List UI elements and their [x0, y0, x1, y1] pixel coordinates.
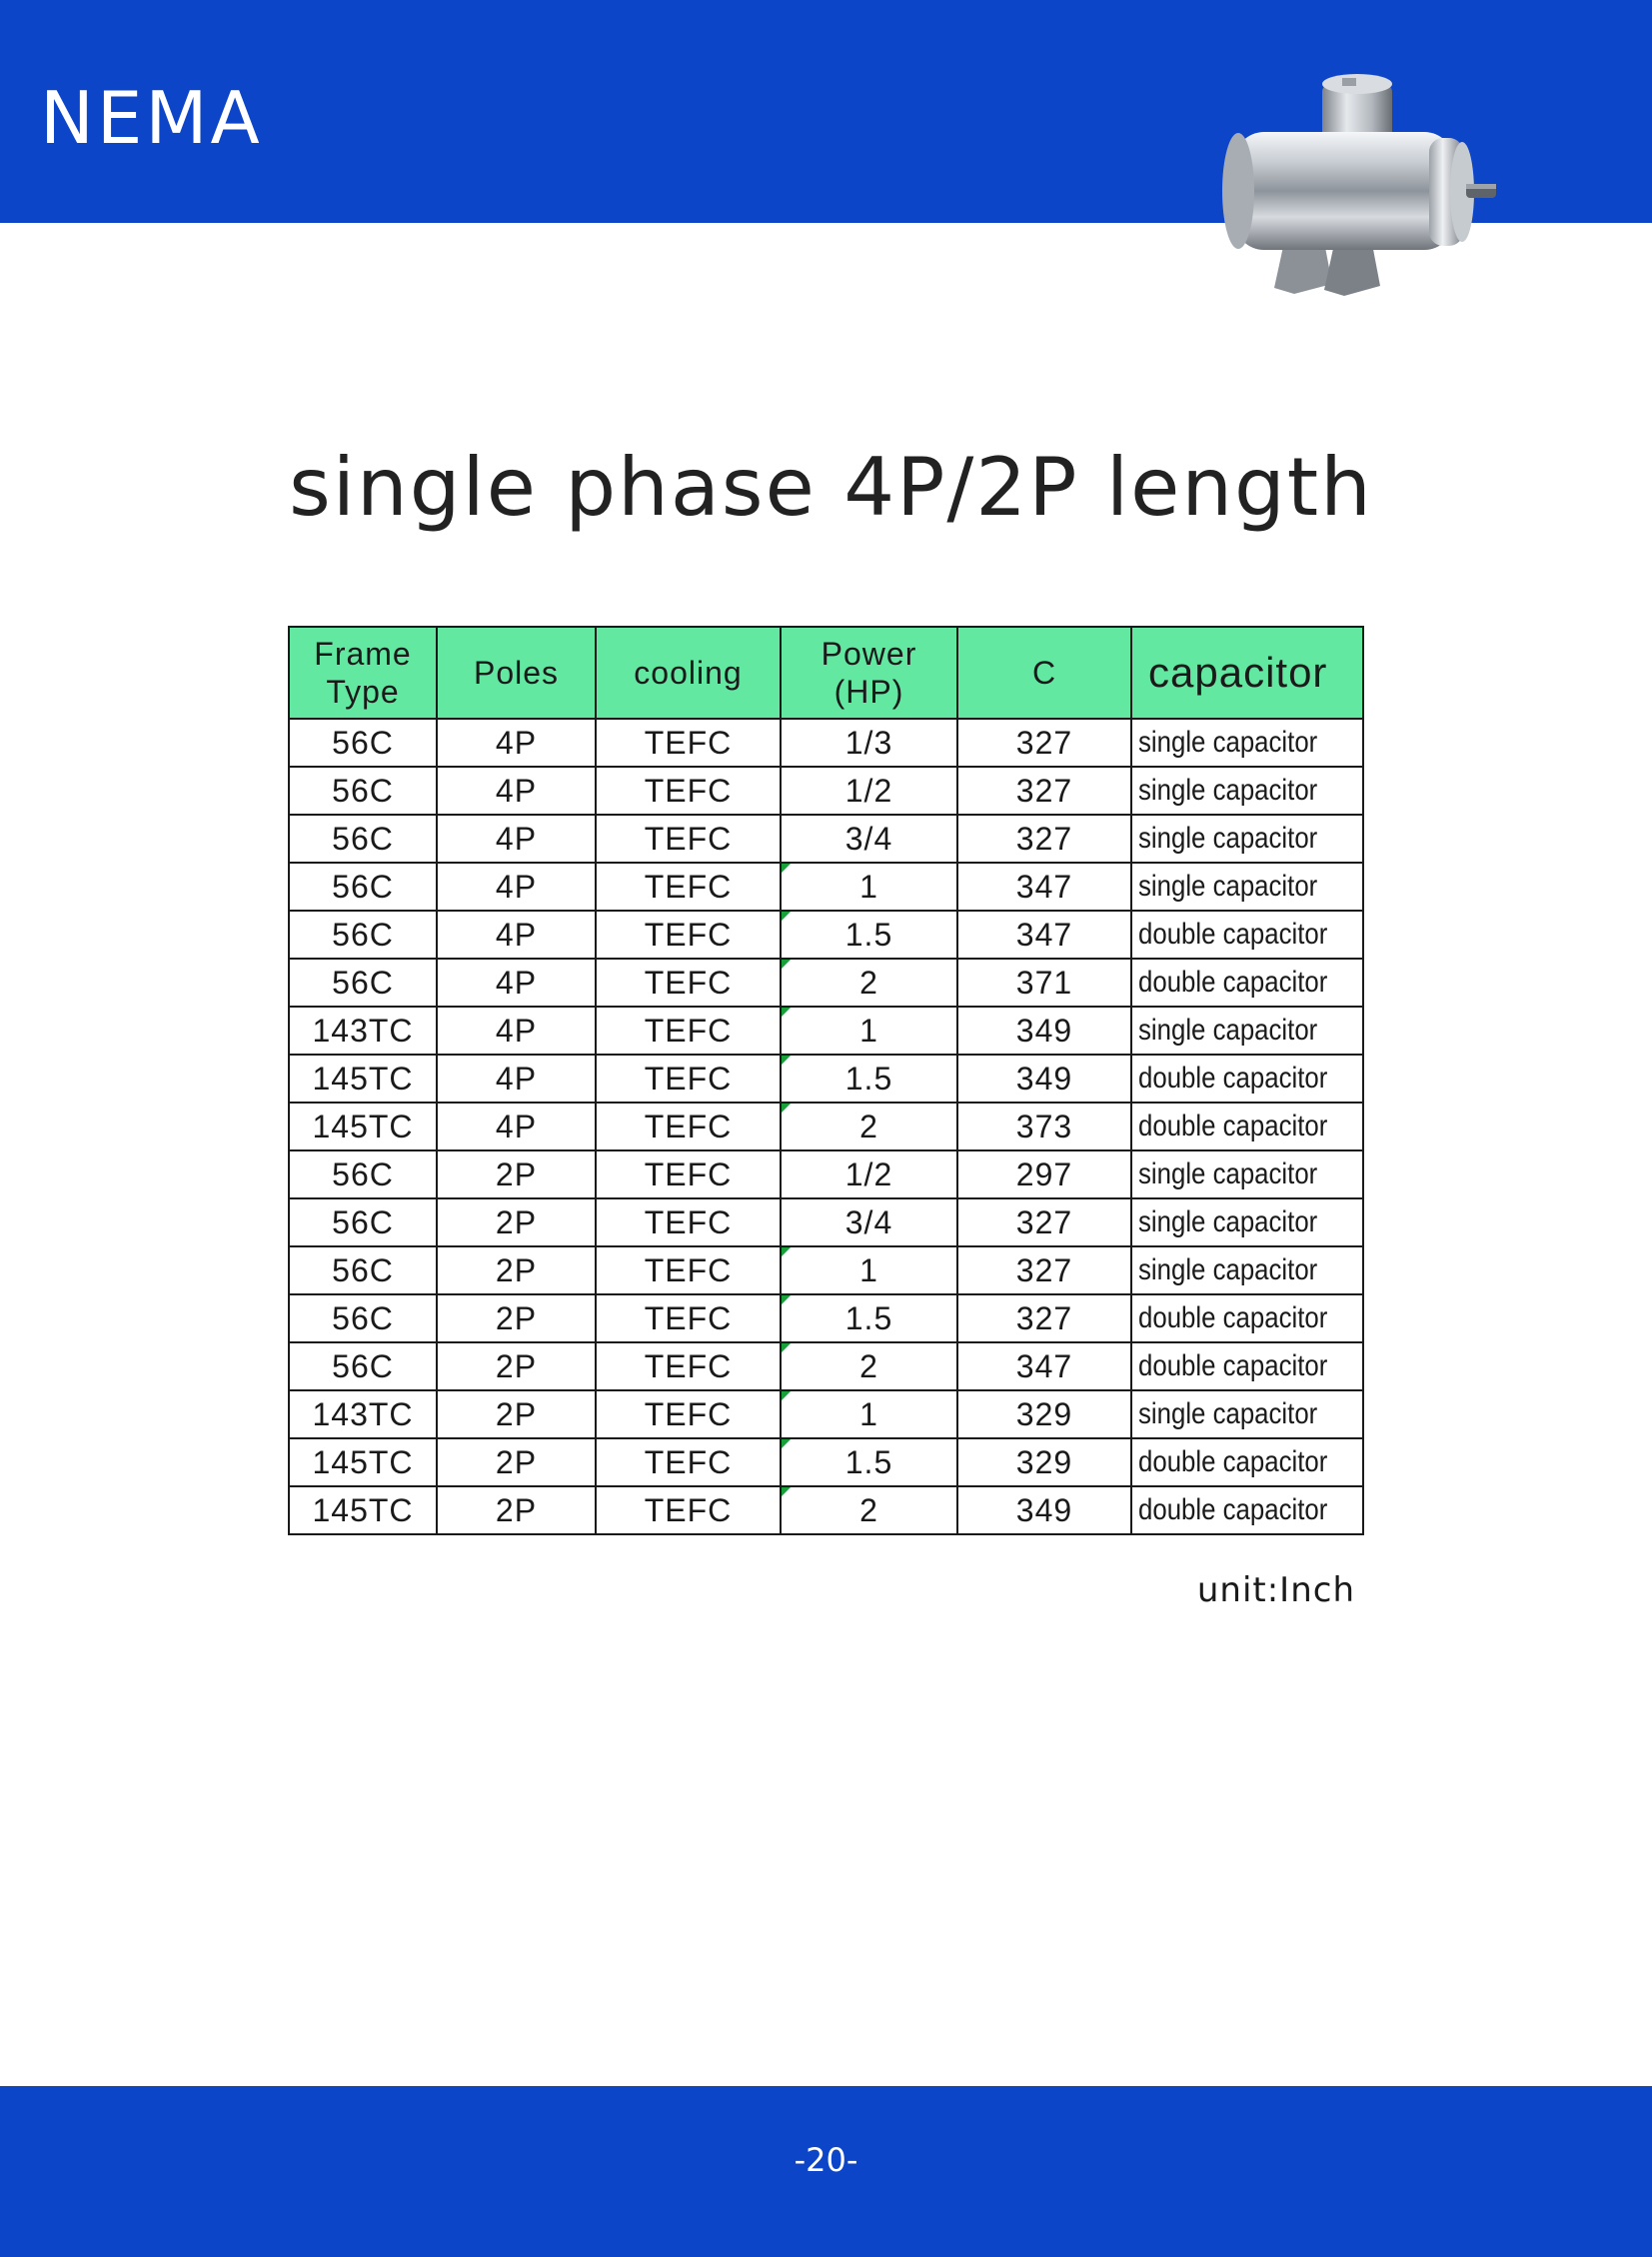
cell-capacitor	[1131, 1198, 1363, 1246]
column-header-c: C	[957, 627, 1131, 719]
capacitor-label: single capacitor	[1138, 726, 1318, 759]
power-value: 1.5	[844, 916, 893, 953]
cell-c: 373	[957, 1103, 1131, 1150]
table-row	[289, 1007, 1363, 1055]
cell-poles: 2P	[437, 1486, 596, 1534]
table-row	[289, 815, 1363, 863]
cell-c: 327	[957, 815, 1131, 863]
cell-capacitor	[1131, 863, 1363, 911]
cell-capacitor	[1131, 767, 1363, 815]
power-value: 1	[859, 1251, 878, 1288]
cell-c: 329	[957, 1390, 1131, 1438]
cell-poles: 4P	[437, 815, 596, 863]
cell-frame-type: 145TC	[289, 1486, 437, 1534]
cell-c: 327	[957, 1198, 1131, 1246]
cell-cooling: TEFC	[596, 719, 781, 767]
power-value: 1.5	[844, 1443, 893, 1480]
cell-power	[781, 1486, 957, 1534]
cell-c: 297	[957, 1150, 1131, 1198]
cell-power	[781, 1246, 957, 1294]
cell-power	[781, 719, 957, 767]
table-row	[289, 1055, 1363, 1103]
cell-cooling: TEFC	[596, 1486, 781, 1534]
table-header-row	[289, 627, 1363, 719]
capacitor-label: single capacitor	[1138, 1205, 1318, 1238]
column-header-poles: Poles	[437, 627, 596, 719]
cell-frame-type: 56C	[289, 815, 437, 863]
cell-corner-mark	[782, 1391, 791, 1400]
page-number: -20-	[794, 2141, 858, 2179]
capacitor-label: double capacitor	[1138, 918, 1328, 951]
cell-frame-type: 56C	[289, 1150, 437, 1198]
cell-power	[781, 1055, 957, 1103]
cell-frame-type: 56C	[289, 1294, 437, 1342]
power-value: 2	[859, 1491, 878, 1528]
cell-power	[781, 1198, 957, 1246]
cell-frame-type: 56C	[289, 1342, 437, 1390]
cell-corner-mark	[782, 1343, 791, 1352]
cell-c: 349	[957, 1055, 1131, 1103]
cell-poles: 4P	[437, 863, 596, 911]
cell-cooling: TEFC	[596, 911, 781, 959]
cell-power	[781, 1007, 957, 1055]
capacitor-label: double capacitor	[1138, 1110, 1328, 1142]
cell-poles: 2P	[437, 1390, 596, 1438]
cell-capacitor	[1131, 719, 1363, 767]
cell-corner-mark	[782, 912, 791, 921]
cell-cooling: TEFC	[596, 863, 781, 911]
cell-power	[781, 1294, 957, 1342]
cell-corner-mark	[782, 1104, 791, 1113]
cell-capacitor	[1131, 815, 1363, 863]
column-header-power: Power (HP)	[781, 627, 957, 719]
cell-capacitor	[1131, 1103, 1363, 1150]
cell-cooling: TEFC	[596, 1055, 781, 1103]
cell-power	[781, 1103, 957, 1150]
cell-power	[781, 1438, 957, 1486]
table-row	[289, 1150, 1363, 1198]
cell-corner-mark	[782, 1008, 791, 1017]
power-value: 3/4	[844, 1203, 893, 1240]
capacitor-label: double capacitor	[1138, 966, 1328, 999]
cell-cooling: TEFC	[596, 767, 781, 815]
cell-frame-type: 143TC	[289, 1390, 437, 1438]
cell-c: 347	[957, 1342, 1131, 1390]
cell-poles: 4P	[437, 959, 596, 1007]
cell-cooling: TEFC	[596, 1103, 781, 1150]
brand-title: NEMA	[40, 76, 263, 160]
cell-poles: 2P	[437, 1246, 596, 1294]
table-row	[289, 959, 1363, 1007]
cell-power	[781, 911, 957, 959]
table-row	[289, 1246, 1363, 1294]
cell-capacitor	[1131, 1486, 1363, 1534]
table-row	[289, 1342, 1363, 1390]
cell-cooling: TEFC	[596, 959, 781, 1007]
table-row	[289, 1294, 1363, 1342]
table-row	[289, 1198, 1363, 1246]
power-value: 2	[859, 964, 878, 1001]
cell-cooling: TEFC	[596, 1198, 781, 1246]
cell-c: 327	[957, 1294, 1131, 1342]
cell-capacitor	[1131, 1150, 1363, 1198]
cell-capacitor	[1131, 1055, 1363, 1103]
cell-power	[781, 959, 957, 1007]
unit-note: unit:Inch	[1196, 1570, 1355, 1610]
cell-c: 329	[957, 1438, 1131, 1486]
capacitor-label: double capacitor	[1138, 1445, 1328, 1478]
power-value: 1/2	[844, 772, 893, 809]
cell-frame-type: 145TC	[289, 1055, 437, 1103]
power-value: 1/3	[844, 724, 893, 761]
cell-power	[781, 1342, 957, 1390]
cell-frame-type: 56C	[289, 1246, 437, 1294]
power-value: 1/2	[844, 1155, 893, 1192]
cell-corner-mark	[782, 1295, 791, 1304]
capacitor-label: double capacitor	[1138, 1301, 1328, 1334]
cell-c: 327	[957, 719, 1131, 767]
power-value: 1.5	[844, 1060, 893, 1097]
cell-c: 349	[957, 1007, 1131, 1055]
cell-frame-type: 143TC	[289, 1007, 437, 1055]
capacitor-label: single capacitor	[1138, 1014, 1318, 1047]
cell-poles: 2P	[437, 1198, 596, 1246]
cell-poles: 4P	[437, 719, 596, 767]
cell-cooling: TEFC	[596, 815, 781, 863]
cell-poles: 4P	[437, 911, 596, 959]
capacitor-label: single capacitor	[1138, 1397, 1318, 1430]
table-row	[289, 1103, 1363, 1150]
power-value: 2	[859, 1108, 878, 1144]
power-value: 1	[859, 868, 878, 905]
cell-c: 371	[957, 959, 1131, 1007]
table-row	[289, 863, 1363, 911]
cell-cooling: TEFC	[596, 1294, 781, 1342]
cell-capacitor	[1131, 959, 1363, 1007]
cell-corner-mark	[782, 1247, 791, 1256]
cell-c: 327	[957, 1246, 1131, 1294]
table-row	[289, 1438, 1363, 1486]
cell-poles: 2P	[437, 1438, 596, 1486]
cell-frame-type: 56C	[289, 959, 437, 1007]
table-row	[289, 1390, 1363, 1438]
cell-capacitor	[1131, 1246, 1363, 1294]
cell-capacitor	[1131, 911, 1363, 959]
cell-c: 349	[957, 1486, 1131, 1534]
cell-cooling: TEFC	[596, 1150, 781, 1198]
capacitor-label: single capacitor	[1138, 774, 1318, 807]
cell-poles: 2P	[437, 1294, 596, 1342]
table-row	[289, 767, 1363, 815]
page-title: single phase 4P/2P length	[289, 441, 1373, 534]
cell-frame-type: 56C	[289, 863, 437, 911]
cell-capacitor	[1131, 1007, 1363, 1055]
capacitor-label: double capacitor	[1138, 1493, 1328, 1526]
table-row	[289, 911, 1363, 959]
power-value: 3/4	[844, 820, 893, 857]
cell-corner-mark	[782, 1487, 791, 1496]
column-header-cooling: cooling	[596, 627, 781, 719]
cell-capacitor	[1131, 1342, 1363, 1390]
cell-power	[781, 767, 957, 815]
cell-cooling: TEFC	[596, 1342, 781, 1390]
cell-cooling: TEFC	[596, 1390, 781, 1438]
table-row	[289, 1486, 1363, 1534]
cell-capacitor	[1131, 1390, 1363, 1438]
power-value: 1.5	[844, 1299, 893, 1336]
cell-cooling: TEFC	[596, 1007, 781, 1055]
cell-corner-mark	[782, 1056, 791, 1065]
cell-power	[781, 1390, 957, 1438]
cell-poles: 4P	[437, 767, 596, 815]
cell-c: 347	[957, 863, 1131, 911]
cell-frame-type: 56C	[289, 767, 437, 815]
cell-corner-mark	[782, 864, 791, 873]
table-row	[289, 719, 1363, 767]
cell-poles: 4P	[437, 1055, 596, 1103]
cell-frame-type: 145TC	[289, 1103, 437, 1150]
cell-power	[781, 815, 957, 863]
cell-power	[781, 1150, 957, 1198]
capacitor-label: single capacitor	[1138, 1157, 1318, 1190]
stainless-motor-image	[1204, 72, 1504, 312]
cell-c: 347	[957, 911, 1131, 959]
cell-poles: 4P	[437, 1007, 596, 1055]
column-header-capacitor: capacitor	[1131, 627, 1363, 719]
capacitor-label: single capacitor	[1138, 1253, 1318, 1286]
power-value: 1	[859, 1395, 878, 1432]
cell-frame-type: 56C	[289, 911, 437, 959]
cell-frame-type: 145TC	[289, 1438, 437, 1486]
cell-frame-type: 56C	[289, 1198, 437, 1246]
cell-c: 327	[957, 767, 1131, 815]
power-value: 2	[859, 1347, 878, 1384]
cell-capacitor	[1131, 1438, 1363, 1486]
specification-table	[288, 626, 1364, 1535]
capacitor-label: single capacitor	[1138, 822, 1318, 855]
cell-power	[781, 863, 957, 911]
cell-poles: 2P	[437, 1150, 596, 1198]
cell-poles: 2P	[437, 1342, 596, 1390]
cell-corner-mark	[782, 1439, 791, 1448]
capacitor-label: double capacitor	[1138, 1062, 1328, 1095]
column-header-frame-type: Frame Type	[289, 627, 437, 719]
cell-cooling: TEFC	[596, 1438, 781, 1486]
capacitor-label: single capacitor	[1138, 870, 1318, 903]
cell-cooling: TEFC	[596, 1246, 781, 1294]
cell-frame-type: 56C	[289, 719, 437, 767]
cell-poles: 4P	[437, 1103, 596, 1150]
capacitor-label: double capacitor	[1138, 1349, 1328, 1382]
cell-corner-mark	[782, 960, 791, 969]
power-value: 1	[859, 1012, 878, 1049]
cell-capacitor	[1131, 1294, 1363, 1342]
